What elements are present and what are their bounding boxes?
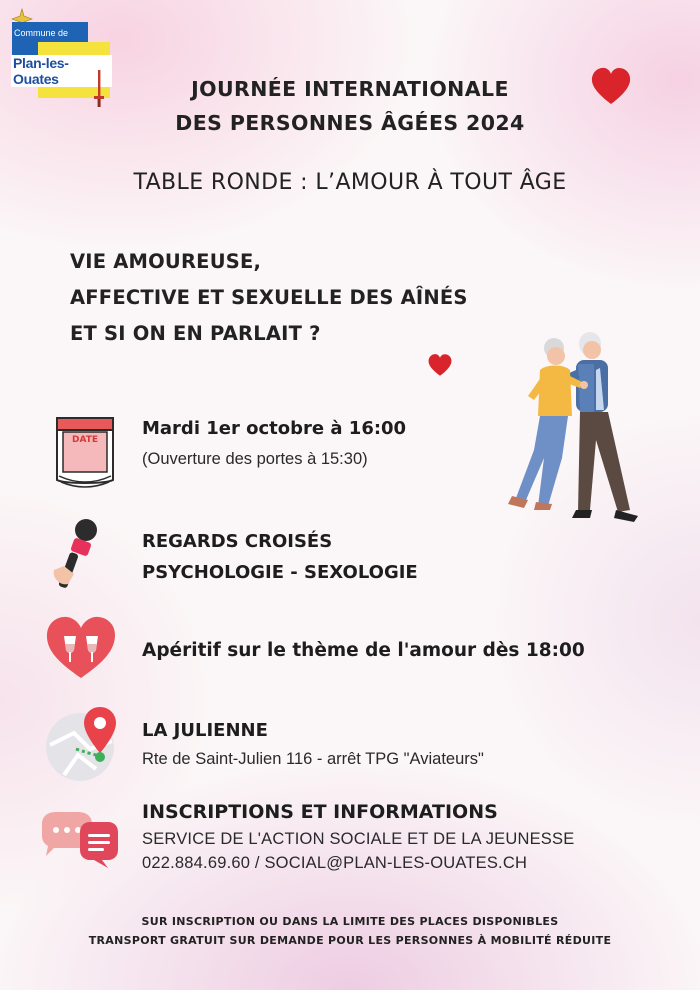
contact-details[interactable]: 022.884.69.60 / SOCIAL@PLAN-LES-OUATES.CH (142, 854, 528, 872)
question-line1: VIE AMOUREUSE, (70, 250, 262, 273)
map-pin-icon (44, 705, 118, 783)
aperitif-text: Apéritif sur le thème de l'amour dès 18:00 (142, 640, 585, 661)
logo-sword-icon (94, 70, 104, 110)
speakers-block (142, 526, 418, 588)
date-title: Mardi 1er octobre à 16:00 (142, 418, 407, 439)
microphone-icon (46, 518, 106, 594)
title-line2: DES PERSONNES ÂGÉES 2024 (175, 111, 525, 135)
question-line2: AFFECTIVE ET SEXUELLE DES AÎNÉS (70, 286, 468, 309)
title-line1: JOURNÉE INTERNATIONALE (191, 77, 509, 101)
small-heart-icon (427, 353, 453, 377)
footer-notes (20, 912, 680, 950)
date-subtitle: (Ouverture des portes à 15:30) (142, 450, 368, 468)
speakers-line2: PSYCHOLOGIE - SEXOLOGIE (142, 562, 418, 583)
page-subtitle: TABLE RONDE : L’AMOUR À TOUT ÂGE (133, 170, 567, 195)
footer-line2: TRANSPORT GRATUIT SUR DEMANDE POUR LES PERSONNES À MOBILITÉ RÉDUITE (88, 934, 612, 947)
dancing-couple-illustration (496, 330, 656, 530)
calendar-icon (53, 410, 117, 490)
chat-bubbles-icon (38, 810, 120, 870)
heart-icon (590, 66, 632, 106)
contact-title: INSCRIPTIONS ET INFORMATIONS (142, 801, 498, 823)
commune-logo (8, 8, 112, 108)
footer-line1: SUR INSCRIPTION OU DANS LA LIMITE DES PLACES DISPONIBLES (141, 915, 559, 928)
contact-service: SERVICE DE L'ACTION SOCIALE ET DE LA JEUNESSE (142, 830, 575, 848)
logo-line1: Commune de (14, 28, 69, 38)
question-line3: ET SI ON EN PARLAIT ? (70, 322, 321, 345)
wine-heart-icon (44, 614, 118, 682)
location-address: Rte de Saint-Julien 116 - arrêt TPG "Aviateurs" (142, 750, 484, 768)
page-title (110, 72, 590, 140)
calendar-icon-label: DATE (71, 435, 99, 445)
speakers-line1: REGARDS CROISÉS (142, 531, 333, 552)
logo-line2: Plan-les-Ouates (11, 55, 112, 87)
location-title: LA JULIENNE (142, 720, 268, 741)
